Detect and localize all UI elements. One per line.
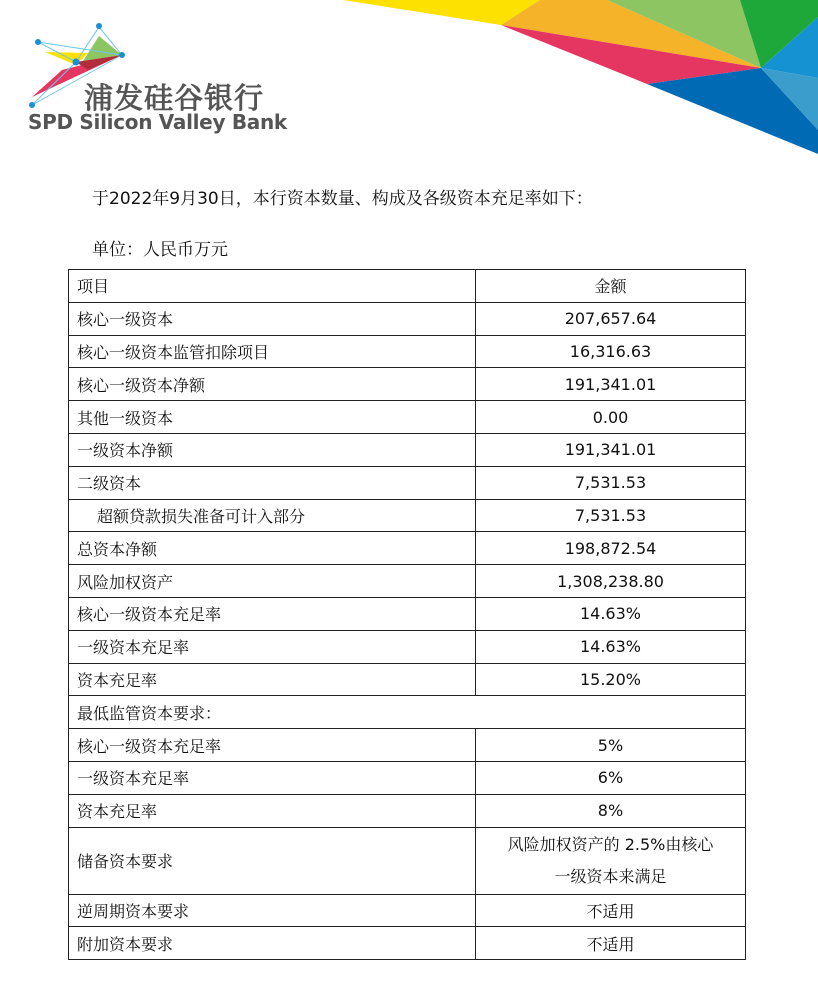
row-label: 逆周期资本要求 (69, 894, 476, 927)
row-label: 核心一级资本净额 (69, 368, 476, 401)
table-row (69, 630, 746, 663)
row-value: 14.63% (476, 630, 746, 663)
table-row (69, 466, 746, 499)
row-label: 超额贷款损失准备可计入部分 (69, 499, 476, 532)
row-label: 储备资本要求 (69, 827, 476, 894)
unit-text: 单位：人民币万元 (92, 240, 228, 260)
row-label: 核心一级资本充足率 (69, 729, 476, 762)
table-row (69, 401, 746, 434)
table-row (69, 499, 746, 532)
table-row (69, 302, 746, 335)
table-row (69, 663, 746, 696)
row-value (476, 827, 746, 894)
row-value: 198,872.54 (476, 532, 746, 565)
row-label: 一级资本充足率 (69, 630, 476, 663)
row-value: 5% (476, 729, 746, 762)
table-row (69, 597, 746, 630)
row-value: 不适用 (476, 894, 746, 927)
row-label: 一级资本净额 (69, 433, 476, 466)
table-row-buffer (69, 827, 746, 894)
row-label: 一级资本充足率 (69, 761, 476, 794)
table-row (69, 927, 746, 960)
row-value: 14.63% (476, 597, 746, 630)
row-value: 8% (476, 794, 746, 827)
row-value: 1,308,238.80 (476, 565, 746, 598)
table-row (69, 696, 746, 729)
logo-chinese-name: 浦发硅谷银行 (84, 81, 265, 115)
row-value: 191,341.01 (476, 368, 746, 401)
row-value: 16,316.63 (476, 335, 746, 368)
row-value: 7,531.53 (476, 499, 746, 532)
row-value-line: 一级资本来满足 (554, 866, 667, 886)
table-row (69, 433, 746, 466)
table-row (69, 565, 746, 598)
row-label: 总资本净额 (69, 532, 476, 565)
row-value: 不适用 (476, 927, 746, 960)
row-value: 6% (476, 761, 746, 794)
row-label: 二级资本 (69, 466, 476, 499)
row-label: 资本充足率 (69, 663, 476, 696)
row-label: 附加资本要求 (69, 927, 476, 960)
logo-english-name: SPD Silicon Valley Bank (28, 110, 287, 134)
row-label: 风险加权资产 (69, 565, 476, 598)
table-row (69, 335, 746, 368)
intro-text: 于2022年9月30日，本行资本数量、构成及各级资本充足率如下： (92, 189, 593, 209)
row-value: 15.20% (476, 663, 746, 696)
table-row (69, 368, 746, 401)
table-row (69, 894, 746, 927)
row-value: 191,341.01 (476, 433, 746, 466)
row-value: 7,531.53 (476, 466, 746, 499)
row-value: 0.00 (476, 401, 746, 434)
header-amount: 金额 (476, 270, 746, 303)
row-label: 最低监管资本要求： (69, 696, 746, 729)
header-item: 项目 (69, 270, 476, 303)
table-header-row (69, 270, 746, 303)
table-row (69, 729, 746, 762)
row-label: 资本充足率 (69, 794, 476, 827)
capital-table (68, 269, 746, 960)
row-label: 核心一级资本监管扣除项目 (69, 335, 476, 368)
row-value-line: 风险加权资产的 2.5%由核心 (507, 834, 714, 854)
row-label: 其他一级资本 (69, 401, 476, 434)
row-label: 核心一级资本充足率 (69, 597, 476, 630)
row-label: 核心一级资本 (69, 302, 476, 335)
table-row (69, 761, 746, 794)
table-row (69, 532, 746, 565)
row-value: 207,657.64 (476, 302, 746, 335)
table-row (69, 794, 746, 827)
